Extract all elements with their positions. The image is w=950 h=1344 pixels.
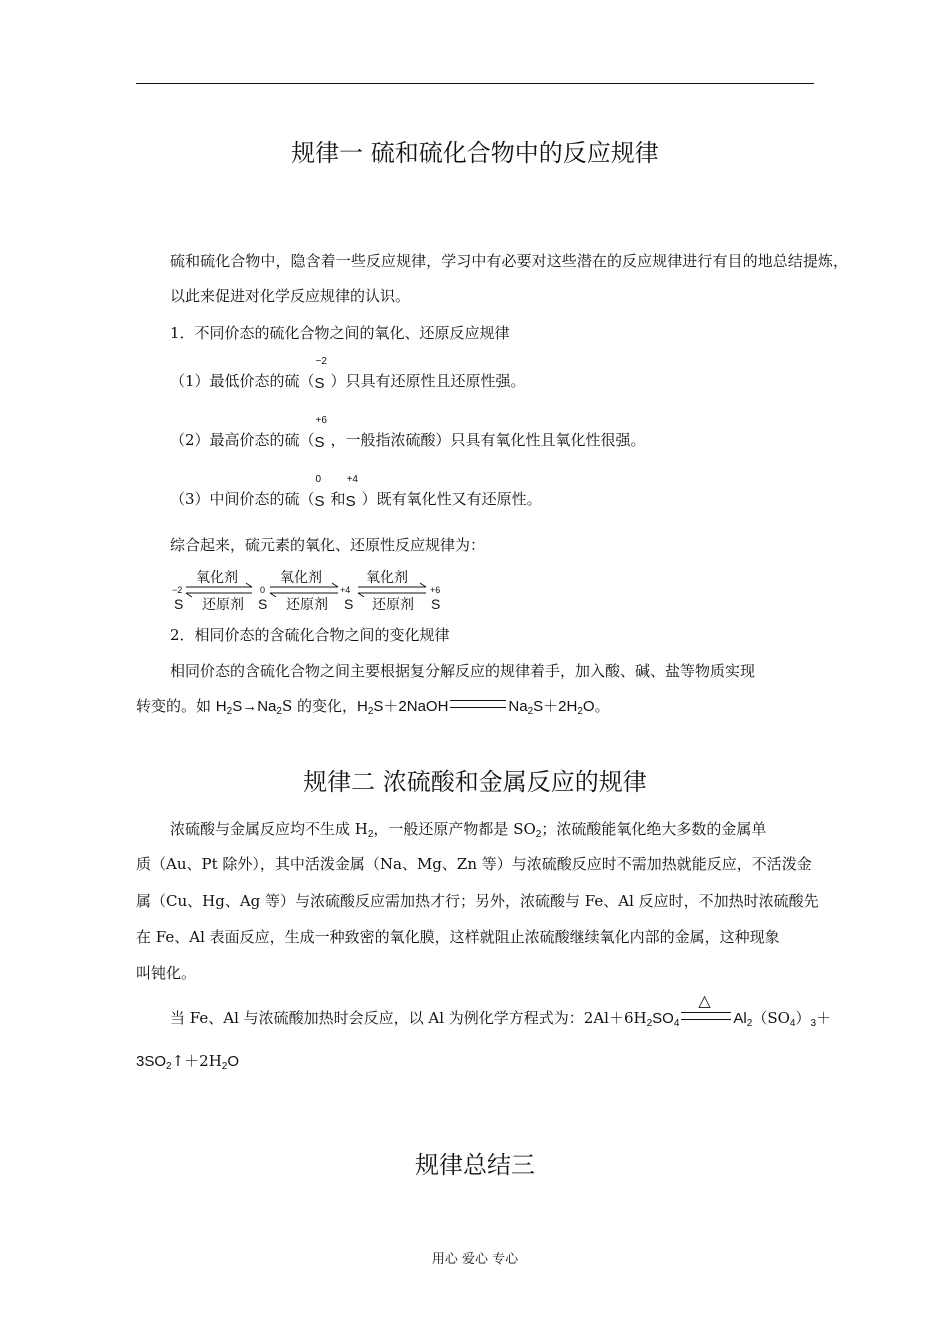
- chain-el-3: S: [344, 596, 354, 612]
- chain-oxidant-1: 氧化剂: [196, 570, 238, 586]
- para2-line2: 转变的。如 $H_2S\to Na_2S$ 的变化，$H_2S+2NaOH$ $Na_2S+2H_2O$。: [136, 697, 610, 717]
- para4-line2: $3SO_2↑+2H_2O$: [136, 1052, 240, 1072]
- chain-ox-3: +4: [340, 585, 351, 595]
- sulfur-plus6: +6 S: [314, 415, 327, 451]
- chain-ox-2: 0: [260, 585, 266, 595]
- item-2: 2．相同价态的含硫化合物之间的变化规律: [170, 626, 450, 644]
- sub-item-2: （2）最高价态的硫（ +6 S ，一般指浓硫酸）只具有氧化性且氧化性很强。: [170, 415, 646, 451]
- sulfur-zero: 0 S: [314, 474, 325, 510]
- heading-rule-two: 规律二 浓硫酸和金属反应的规律: [303, 768, 647, 796]
- chain-oxidant-3: 氧化剂: [366, 570, 408, 586]
- sulfur-minus2: −2 S: [314, 356, 327, 392]
- chain-ox-1: −2: [172, 585, 183, 595]
- sub-item-3: （3）中间价态的硫（ 0 S 和 +4 S ）既有氧化性又有还原性。: [170, 474, 542, 510]
- chain-el-1: S: [174, 596, 184, 612]
- para3-line2: 质（Au、Pt 除外），其中活泼金属（Na、Mg、Zn 等）与浓硫酸反应时不需加热就能反应，不活泼金: [136, 855, 812, 873]
- sub-item-1: （1）最低价态的硫（ −2 S ）只具有还原性且还原性强。: [170, 356, 526, 392]
- para3-line1: 浓硫酸与金属反应均不生成 $H_2$，一般还原产物都是 $SO_2$；浓硫酸能氧化绝大多数的金属单: [170, 820, 767, 840]
- summary-line: 综合起来，硫元素的氧化、还原性反应规律为：: [170, 536, 486, 554]
- para2-line1: 相同价态的含硫化合物之间主要根据复分解反应的规律着手，加入酸、碱、盐等物质实现: [170, 662, 756, 680]
- chain-reductant-3: 还原剂: [372, 597, 414, 613]
- para3-line4: 在 Fe、Al 表面反应，生成一种致密的氧化膜，这样就阻止浓硫酸继续氧化内部的金属，这种现象: [136, 928, 780, 946]
- para4-line1: 当 Fe、Al 与浓硫酸加热时会反应，以 Al 为例化学方程式为：$2Al+6H_2SO_4$ △ $Al_2(SO_4)_3+$: [170, 991, 832, 1029]
- sulfur-plus4: +4 S: [345, 474, 358, 510]
- equals-sign: [450, 700, 506, 708]
- intro-paragraph: 硫和硫化合物中，隐含着一些反应规律，学习中有必要对这些潜在的反应规律进行有目的地总结提炼，以此来促进对化学反应规律的认识。: [170, 252, 848, 305]
- para3-line5: 叫钝化。: [136, 964, 197, 982]
- heat-equals-sign: [681, 991, 731, 1020]
- chain-arrows: [168, 566, 458, 616]
- chain-oxidant-2: 氧化剂: [280, 570, 322, 586]
- chain-reductant-2: 还原剂: [286, 597, 328, 613]
- chain-el-2: S: [258, 596, 268, 612]
- chain-ox-4: +6: [430, 585, 441, 595]
- para3-line3: 属（Cu、Hg、Ag 等）与浓硫酸反应需加热才行；另外，浓硫酸与 Fe、Al 反应时，不加热时浓硫酸先: [136, 892, 819, 910]
- heading-rule-one: 规律一 硫和硫化合物中的反应规律: [291, 139, 659, 167]
- sulfur-redox-chain: [168, 566, 458, 616]
- chain-reductant-1: 还原剂: [202, 597, 244, 613]
- heat-triangle-icon: △: [698, 991, 711, 1010]
- chain-el-4: S: [431, 596, 441, 612]
- heading-rule-three: 规律总结三: [415, 1151, 535, 1179]
- header-rule: [136, 83, 814, 84]
- item-1: 1．不同价态的硫化合物之间的氧化、还原反应规律: [170, 324, 510, 342]
- page-footer: 用心 爱心 专心: [431, 1252, 519, 1267]
